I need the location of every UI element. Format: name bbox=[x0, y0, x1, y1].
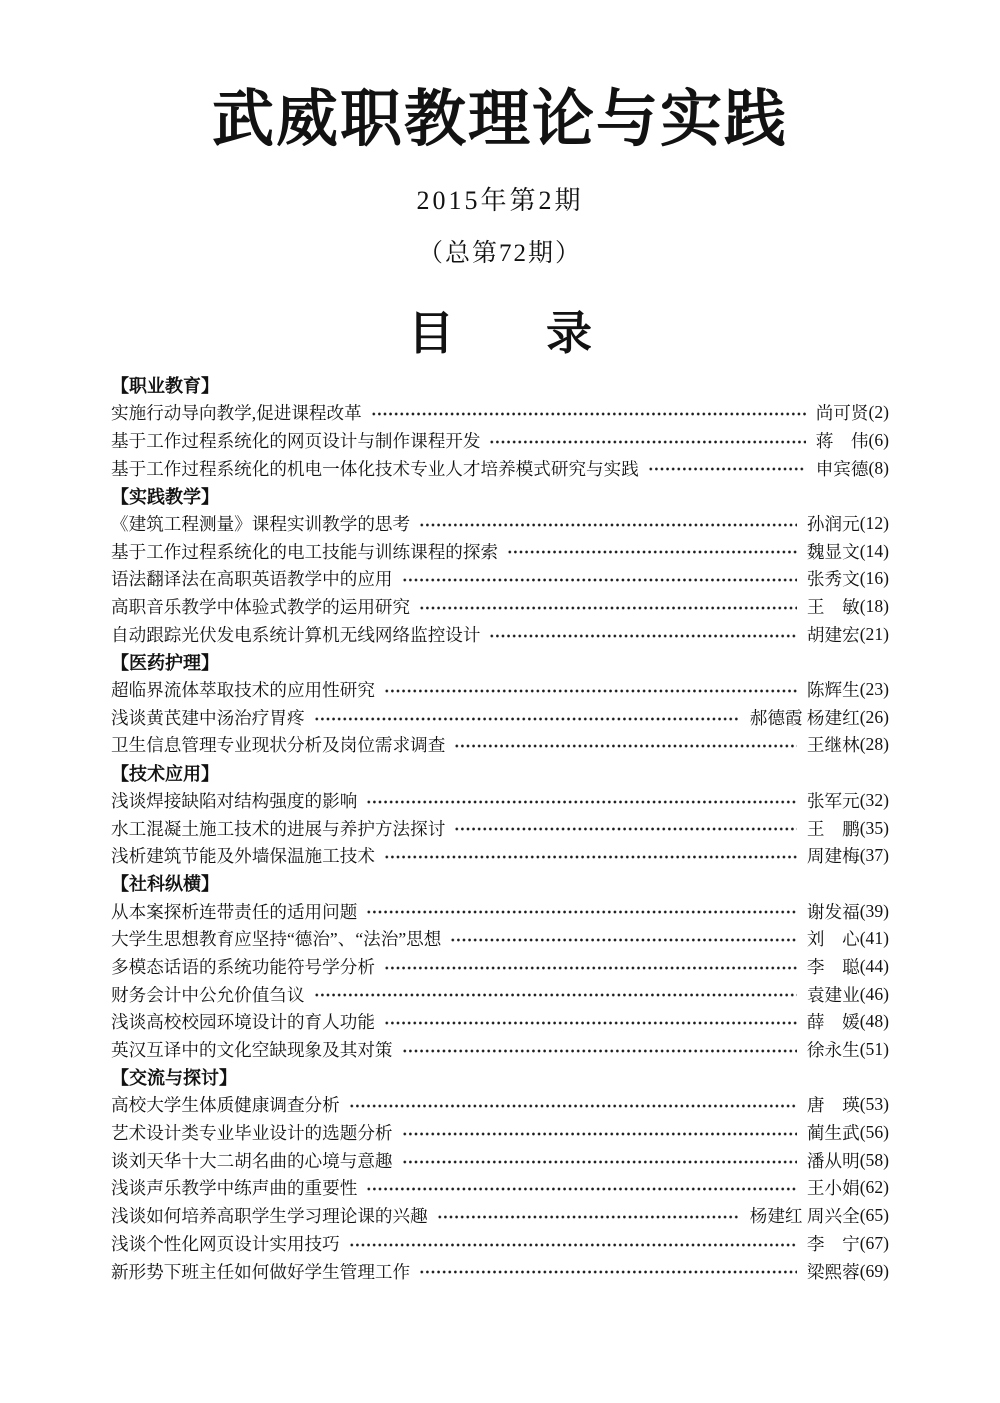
toc-entry-author: 徐永生 bbox=[806, 1040, 860, 1061]
toc-entry-title: 卫生信息管理专业现状分析及岗位需求调查 bbox=[111, 735, 446, 756]
toc-entry-title: 艺术设计类专业毕业设计的选题分析 bbox=[111, 1123, 393, 1144]
toc-entry-title: 实施行动导向教学,促进课程改革 bbox=[111, 403, 362, 424]
toc-entry-author: 王小娟 bbox=[806, 1178, 860, 1199]
toc-entry-title: 浅析建筑节能及外墙保温施工技术 bbox=[111, 846, 375, 867]
toc-entry-author: 蔺生武 bbox=[806, 1123, 860, 1144]
dot-leader bbox=[402, 1146, 797, 1174]
toc-entry-page: (46) bbox=[859, 983, 889, 1004]
dot-leader bbox=[366, 897, 797, 925]
dot-leader bbox=[371, 399, 806, 427]
toc-entry-title: 基于工作过程系统化的网页设计与制作课程开发 bbox=[111, 430, 481, 451]
toc-entry-author: 杨建红 周兴全 bbox=[749, 1206, 860, 1227]
dot-leader bbox=[349, 1091, 797, 1119]
toc-entry-title: 自动跟踪光伏发电系统计算机无线网络监控设计 bbox=[111, 624, 481, 645]
dot-leader bbox=[450, 925, 797, 953]
toc-entry-page: (37) bbox=[859, 845, 889, 866]
dot-leader bbox=[489, 620, 796, 648]
toc-entry-author: 张秀文 bbox=[806, 569, 860, 590]
toc-entry-title: 浅谈如何培养高职学生学习理论课的兴趣 bbox=[111, 1206, 428, 1227]
toc-entry-title: 多模态话语的系统功能符号学分析 bbox=[111, 956, 375, 977]
toc-entry bbox=[111, 1174, 889, 1202]
dot-leader bbox=[507, 537, 797, 565]
toc-entry-page: (16) bbox=[859, 568, 889, 589]
toc-entry-page: (69) bbox=[859, 1260, 889, 1281]
toc-section-header: 【医药护理】 bbox=[111, 652, 219, 673]
toc-entry-page: (32) bbox=[859, 789, 889, 810]
toc-entry-title: 浅谈焊接缺陷对结构强度的影响 bbox=[111, 790, 358, 811]
toc-section-header: 【实践教学】 bbox=[111, 486, 219, 507]
toc-entry-author: 王 鹏 bbox=[806, 818, 860, 839]
toc-entry bbox=[111, 1091, 889, 1119]
toc-entry-author: 李 聪 bbox=[806, 956, 860, 977]
toc-entry-page: (48) bbox=[859, 1011, 889, 1032]
toc-entry-page: (62) bbox=[859, 1177, 889, 1198]
toc-entry-author: 潘从明 bbox=[806, 1150, 860, 1171]
dot-leader bbox=[402, 1119, 797, 1147]
toc-entry bbox=[111, 565, 889, 593]
dot-leader bbox=[402, 1036, 797, 1064]
toc-entry bbox=[111, 787, 889, 815]
toc-entry-title: 浅谈黄芪建中汤治疗胃疼 bbox=[111, 707, 305, 728]
toc-entry bbox=[111, 510, 889, 538]
toc-entry-title: 《建筑工程测量》课程实训教学的思考 bbox=[111, 513, 411, 534]
toc-entry-title: 谈刘天华十大二胡名曲的心境与意趣 bbox=[111, 1150, 393, 1171]
toc-entry-title: 基于工作过程系统化的电工技能与训练课程的探索 bbox=[111, 541, 499, 562]
toc-entry bbox=[111, 842, 889, 870]
toc-entry-page: (28) bbox=[859, 734, 889, 755]
toc-entry-author: 魏显文 bbox=[806, 541, 860, 562]
toc-entry-title: 超临界流体萃取技术的应用性研究 bbox=[111, 680, 375, 701]
toc-entry bbox=[111, 537, 889, 565]
toc-entry-page: (67) bbox=[859, 1232, 889, 1253]
toc-entry-author: 王继林 bbox=[806, 735, 860, 756]
toc-entry-page: (44) bbox=[859, 955, 889, 976]
toc-entry bbox=[111, 1146, 889, 1174]
toc-entry-title: 英汉互译中的文化空缺现象及其对策 bbox=[111, 1040, 393, 1061]
toc-entry-page: (6) bbox=[868, 429, 889, 450]
toc-entry-author: 蒋 伟 bbox=[815, 430, 869, 451]
issue-line: 2015年第2期 bbox=[416, 186, 584, 216]
toc-entry bbox=[111, 1230, 889, 1258]
toc-entry bbox=[111, 731, 889, 759]
dot-leader bbox=[402, 565, 797, 593]
toc-section-header: 【交流与探讨】 bbox=[111, 1068, 237, 1089]
toc-entry-page: (35) bbox=[859, 817, 889, 838]
toc-entry-page: (14) bbox=[859, 540, 889, 561]
toc-entry bbox=[111, 1119, 889, 1147]
dot-leader bbox=[314, 703, 740, 731]
toc-entry-page: (53) bbox=[859, 1094, 889, 1115]
dot-leader bbox=[349, 1230, 797, 1258]
toc-entry-title: 新形势下班主任如何做好学生管理工作 bbox=[111, 1261, 411, 1282]
toc-entry bbox=[111, 1008, 889, 1036]
toc-section-header: 【技术应用】 bbox=[111, 763, 219, 784]
toc-entry bbox=[111, 953, 889, 981]
toc-entry-author: 刘 心 bbox=[806, 929, 860, 950]
toc-entry-title: 财务会计中公允价值刍议 bbox=[111, 984, 305, 1005]
toc-entry-title: 大学生思想教育应坚持“德治”、“法治”思想 bbox=[111, 929, 442, 950]
toc-entry-page: (56) bbox=[859, 1122, 889, 1143]
toc-entry-author: 周建梅 bbox=[806, 846, 860, 867]
toc-entry bbox=[111, 925, 889, 953]
toc-list bbox=[111, 371, 889, 1285]
toc-entry bbox=[111, 1036, 889, 1064]
toc-entry-page: (51) bbox=[859, 1039, 889, 1060]
dot-leader bbox=[384, 1008, 797, 1036]
toc-entry-title: 浅谈个性化网页设计实用技巧 bbox=[111, 1233, 340, 1254]
toc-entry-page: (65) bbox=[859, 1205, 889, 1226]
toc-entry-author: 袁建业 bbox=[806, 984, 860, 1005]
toc-entry-title: 从本案探析连带责任的适用问题 bbox=[111, 901, 358, 922]
toc-entry bbox=[111, 593, 889, 621]
dot-leader bbox=[384, 953, 797, 981]
toc-entry-author: 唐 瑛 bbox=[806, 1095, 860, 1116]
dot-leader bbox=[454, 814, 797, 842]
dot-leader bbox=[454, 731, 797, 759]
toc-entry-page: (8) bbox=[868, 457, 889, 478]
toc-entry-title: 高职音乐教学中体验式教学的运用研究 bbox=[111, 597, 411, 618]
toc-heading: 目 录 bbox=[408, 308, 592, 360]
toc-entry bbox=[111, 1202, 889, 1230]
toc-entry-author: 陈辉生 bbox=[806, 680, 860, 701]
journal-title: 武威职教理论与实践 bbox=[211, 86, 788, 154]
toc-entry bbox=[111, 427, 889, 455]
dot-leader bbox=[648, 454, 806, 482]
toc-entry-page: (39) bbox=[859, 900, 889, 921]
dot-leader bbox=[366, 1174, 797, 1202]
toc-entry-page: (41) bbox=[859, 928, 889, 949]
toc-entry-title: 高校大学生体质健康调查分析 bbox=[111, 1095, 340, 1116]
toc-entry-author: 李 宁 bbox=[806, 1233, 860, 1254]
toc-entry-page: (12) bbox=[859, 512, 889, 533]
toc-entry bbox=[111, 620, 889, 648]
toc-entry bbox=[111, 703, 889, 731]
toc-entry bbox=[111, 897, 889, 925]
toc-entry bbox=[111, 1257, 889, 1285]
dot-leader bbox=[489, 427, 805, 455]
toc-entry-title: 浅谈声乐教学中练声曲的重要性 bbox=[111, 1178, 358, 1199]
toc-section-header: 【职业教育】 bbox=[111, 376, 219, 397]
toc-entry-author: 王 敏 bbox=[806, 597, 860, 618]
toc-entry-author: 张军元 bbox=[806, 790, 860, 811]
toc-entry-author: 薛 媛 bbox=[806, 1012, 860, 1033]
toc-entry-author: 尚可贤 bbox=[815, 403, 869, 424]
dot-leader bbox=[419, 1257, 797, 1285]
toc-entry-page: (21) bbox=[859, 623, 889, 644]
toc-entry bbox=[111, 814, 889, 842]
dot-leader bbox=[419, 593, 797, 621]
dot-leader bbox=[366, 787, 797, 815]
toc-entry-author: 申宾德 bbox=[815, 458, 869, 479]
toc-entry-page: (2) bbox=[868, 402, 889, 423]
toc-entry-title: 浅谈高校校园环境设计的育人功能 bbox=[111, 1012, 375, 1033]
toc-entry bbox=[111, 454, 889, 482]
toc-entry bbox=[111, 980, 889, 1008]
toc-entry-title: 水工混凝土施工技术的进展与养护方法探讨 bbox=[111, 818, 446, 839]
toc-entry-author: 梁熙蓉 bbox=[806, 1261, 860, 1282]
dot-leader bbox=[419, 510, 797, 538]
dot-leader bbox=[437, 1202, 740, 1230]
toc-entry-page: (26) bbox=[859, 706, 889, 727]
toc-entry-author: 谢发福 bbox=[806, 901, 860, 922]
toc-entry-author: 孙润元 bbox=[806, 513, 860, 534]
toc-entry-page: (18) bbox=[859, 596, 889, 617]
toc-entry-page: (58) bbox=[859, 1149, 889, 1170]
toc-entry-title: 基于工作过程系统化的机电一体化技术专业人才培养模式研究与实践 bbox=[111, 458, 639, 479]
toc-entry bbox=[111, 676, 889, 704]
volume-line: （总第72期） bbox=[417, 240, 582, 268]
toc-section-header: 【社科纵横】 bbox=[111, 874, 219, 895]
dot-leader bbox=[384, 676, 797, 704]
toc-entry-title: 语法翻译法在高职英语教学中的应用 bbox=[111, 569, 393, 590]
dot-leader bbox=[314, 980, 797, 1008]
toc-entry-author: 郝德霞 杨建红 bbox=[749, 707, 860, 728]
dot-leader bbox=[384, 842, 797, 870]
toc-entry bbox=[111, 399, 889, 427]
toc-entry-page: (23) bbox=[859, 679, 889, 700]
toc-entry-author: 胡建宏 bbox=[806, 624, 860, 645]
